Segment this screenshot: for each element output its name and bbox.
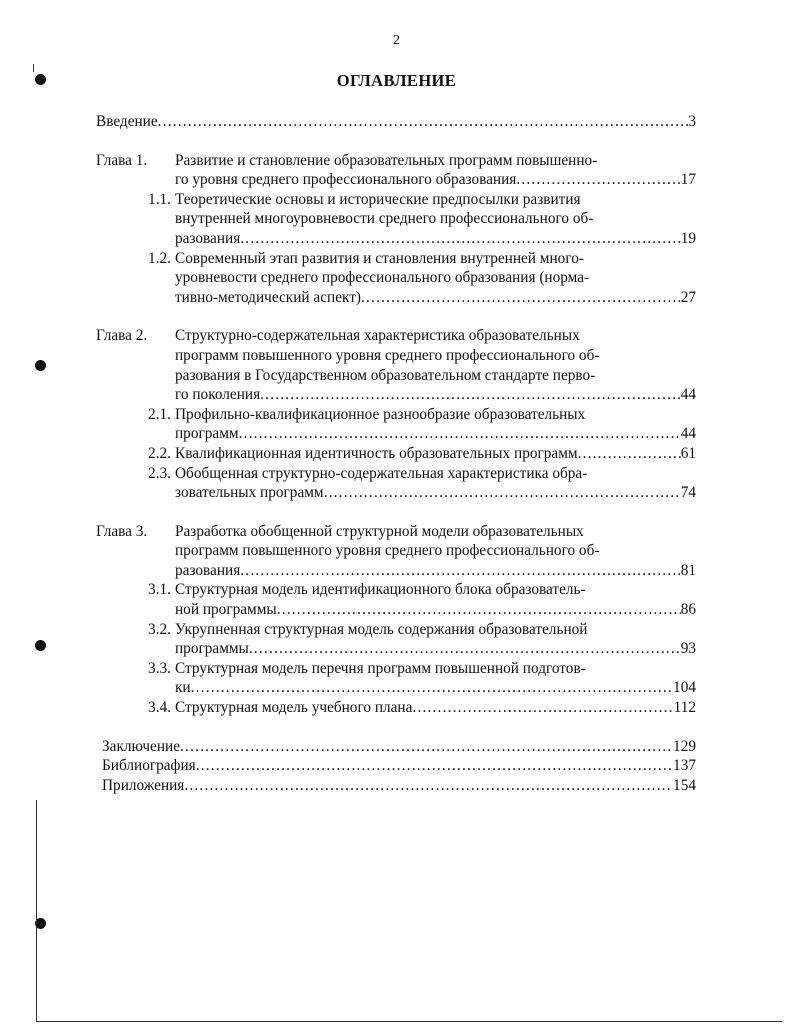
leader-dots: [191, 678, 673, 698]
chapter-title-line: Разработка обобщенной структурной модели образовательных: [175, 522, 584, 540]
toc-chapter-1[interactable]: [96, 151, 696, 190]
toc-entry-page: 104: [673, 679, 696, 697]
chapter-title-line: го уровня среднего профессионального образования: [175, 171, 517, 189]
toc-entry-conclusion[interactable]: [102, 737, 696, 757]
section-title-line: Теоретические основы и исторические предпосылки развития: [175, 190, 581, 208]
leader-dots: [516, 170, 680, 190]
toc-section-3-4[interactable]: [96, 698, 696, 718]
toc-entry-title: Приложения: [102, 776, 185, 794]
toc-chapter-3[interactable]: [96, 522, 696, 581]
chapter-title-line: Развитие и становление образовательных программ повышенно-: [175, 151, 598, 169]
section-title-line: Структурная модель идентификационного блока образователь-: [175, 581, 586, 599]
leader-dots: [324, 483, 681, 503]
chapter-label: Глава 2.: [96, 327, 148, 345]
leader-dots: [412, 698, 673, 718]
chapter-label: Глава 1.: [96, 151, 148, 169]
toc-section-3-3[interactable]: [96, 659, 696, 698]
section-label: 1.2.: [148, 249, 171, 267]
toc-chapter-2[interactable]: [96, 326, 696, 404]
scan-edge-line-left: [36, 800, 37, 1022]
toc-section-3-2[interactable]: [96, 620, 696, 659]
section-title-line: Квалификационная идентичность образовательных программ: [175, 444, 578, 462]
toc-entry-title: Введение: [96, 113, 158, 130]
table-of-contents: [96, 112, 696, 795]
leader-dots: [180, 737, 673, 757]
toc-entry-page: 3: [688, 113, 696, 130]
section-title-line: ки: [175, 679, 191, 697]
leader-dots: [184, 776, 673, 796]
toc-entry-page: 44: [680, 386, 696, 404]
chapter-title-line: программ повышенного уровня среднего профессионального об-: [175, 346, 600, 364]
toc-entry-page: 112: [673, 699, 696, 717]
toc-entry-page: 93: [680, 640, 696, 658]
binding-hole-3: [35, 640, 46, 651]
toc-entry-page: 154: [673, 776, 696, 794]
leader-dots: [240, 561, 680, 581]
toc-entry-page: 86: [680, 601, 696, 619]
chapter-label: Глава 3.: [96, 522, 148, 540]
chapter-title-line: разования: [175, 561, 241, 579]
toc-entry-intro[interactable]: [96, 112, 696, 132]
section-title-line: ной программы: [175, 601, 277, 619]
toc-section-1-2[interactable]: [96, 249, 696, 308]
section-title-line: Профильно-квалификационное разнообразие образовательных: [175, 405, 586, 423]
section-title-line: программы: [175, 640, 249, 658]
toc-section-3-1[interactable]: [96, 580, 696, 619]
section-title-line: Современный этап развития и становления внутренней много-: [175, 249, 584, 267]
toc-entry-page: 129: [673, 737, 696, 755]
chapter-title-line: программ повышенного уровня среднего профессионального об-: [175, 542, 600, 560]
section-title-line: уровневости среднего профессионального образования (норма-: [175, 269, 590, 287]
toc-entry-page: 27: [680, 288, 696, 306]
chapter-title-line: го поколения: [175, 386, 261, 404]
section-label: 3.3.: [148, 659, 171, 677]
toc-section-2-2[interactable]: [96, 444, 696, 464]
leader-dots: [158, 112, 689, 132]
section-label: 2.2.: [148, 444, 171, 462]
toc-entry-page: 74: [680, 484, 696, 502]
toc-section-1-1[interactable]: [96, 190, 696, 249]
section-label: 3.4.: [148, 699, 171, 717]
leader-dots: [260, 385, 681, 405]
section-title-line: программ: [175, 425, 239, 443]
section-title-line: Структурная модель перечня программ повышенной подготов-: [175, 659, 586, 677]
section-label: 1.1.: [148, 190, 171, 208]
section-label: 2.1.: [148, 405, 171, 423]
leader-dots: [249, 639, 681, 659]
section-label: 2.3.: [148, 464, 171, 482]
toc-entry-page: 44: [680, 425, 696, 443]
scan-edge-mark-top: [33, 64, 34, 72]
toc-entry-page: 61: [680, 444, 696, 462]
leader-dots: [578, 444, 681, 464]
toc-title: ОГЛАВЛЕНИЕ: [336, 71, 457, 90]
chapter-title-line: Структурно-содержательная характеристика образовательных: [175, 327, 580, 345]
leader-dots: [196, 756, 673, 776]
toc-entry-bibliography[interactable]: [102, 756, 696, 776]
section-label: 3.1.: [148, 581, 171, 599]
toc-entry-page: 81: [680, 561, 696, 579]
section-title-line: Укрупненная структурная модель содержания образовательной: [175, 620, 588, 638]
toc-section-2-1[interactable]: [96, 405, 696, 444]
section-title-line: Обобщенная структурно-содержательная характеристика обра-: [175, 464, 588, 482]
toc-entry-appendices[interactable]: [102, 776, 696, 796]
section-title-line: тивно-методический аспект): [175, 288, 361, 306]
chapter-title-line: разования в Государственном образовательном стандарте перво-: [175, 366, 596, 384]
section-title-line: внутренней многоуровневости среднего профессионального об-: [175, 210, 594, 228]
toc-entry-title: Библиография: [102, 757, 196, 775]
toc-section-2-3[interactable]: [96, 464, 696, 503]
binding-hole-1: [35, 74, 46, 85]
section-title-line: разования: [175, 229, 241, 247]
toc-entry-page: 137: [673, 757, 696, 775]
section-title-line: Структурная модель учебного плана: [175, 699, 413, 717]
leader-dots: [361, 288, 681, 308]
leader-dots: [240, 229, 680, 249]
scan-edge-line-bottom: [36, 1021, 782, 1022]
toc-entry-page: 19: [680, 229, 696, 247]
leader-dots: [239, 424, 681, 444]
toc-entry-title: Заключение: [102, 737, 181, 755]
section-label: 3.2.: [148, 620, 171, 638]
section-title-line: зовательных программ: [175, 484, 324, 502]
binding-hole-2: [35, 360, 46, 371]
leader-dots: [277, 600, 681, 620]
page-number: 2: [393, 33, 400, 48]
toc-entry-page: 17: [680, 171, 696, 189]
